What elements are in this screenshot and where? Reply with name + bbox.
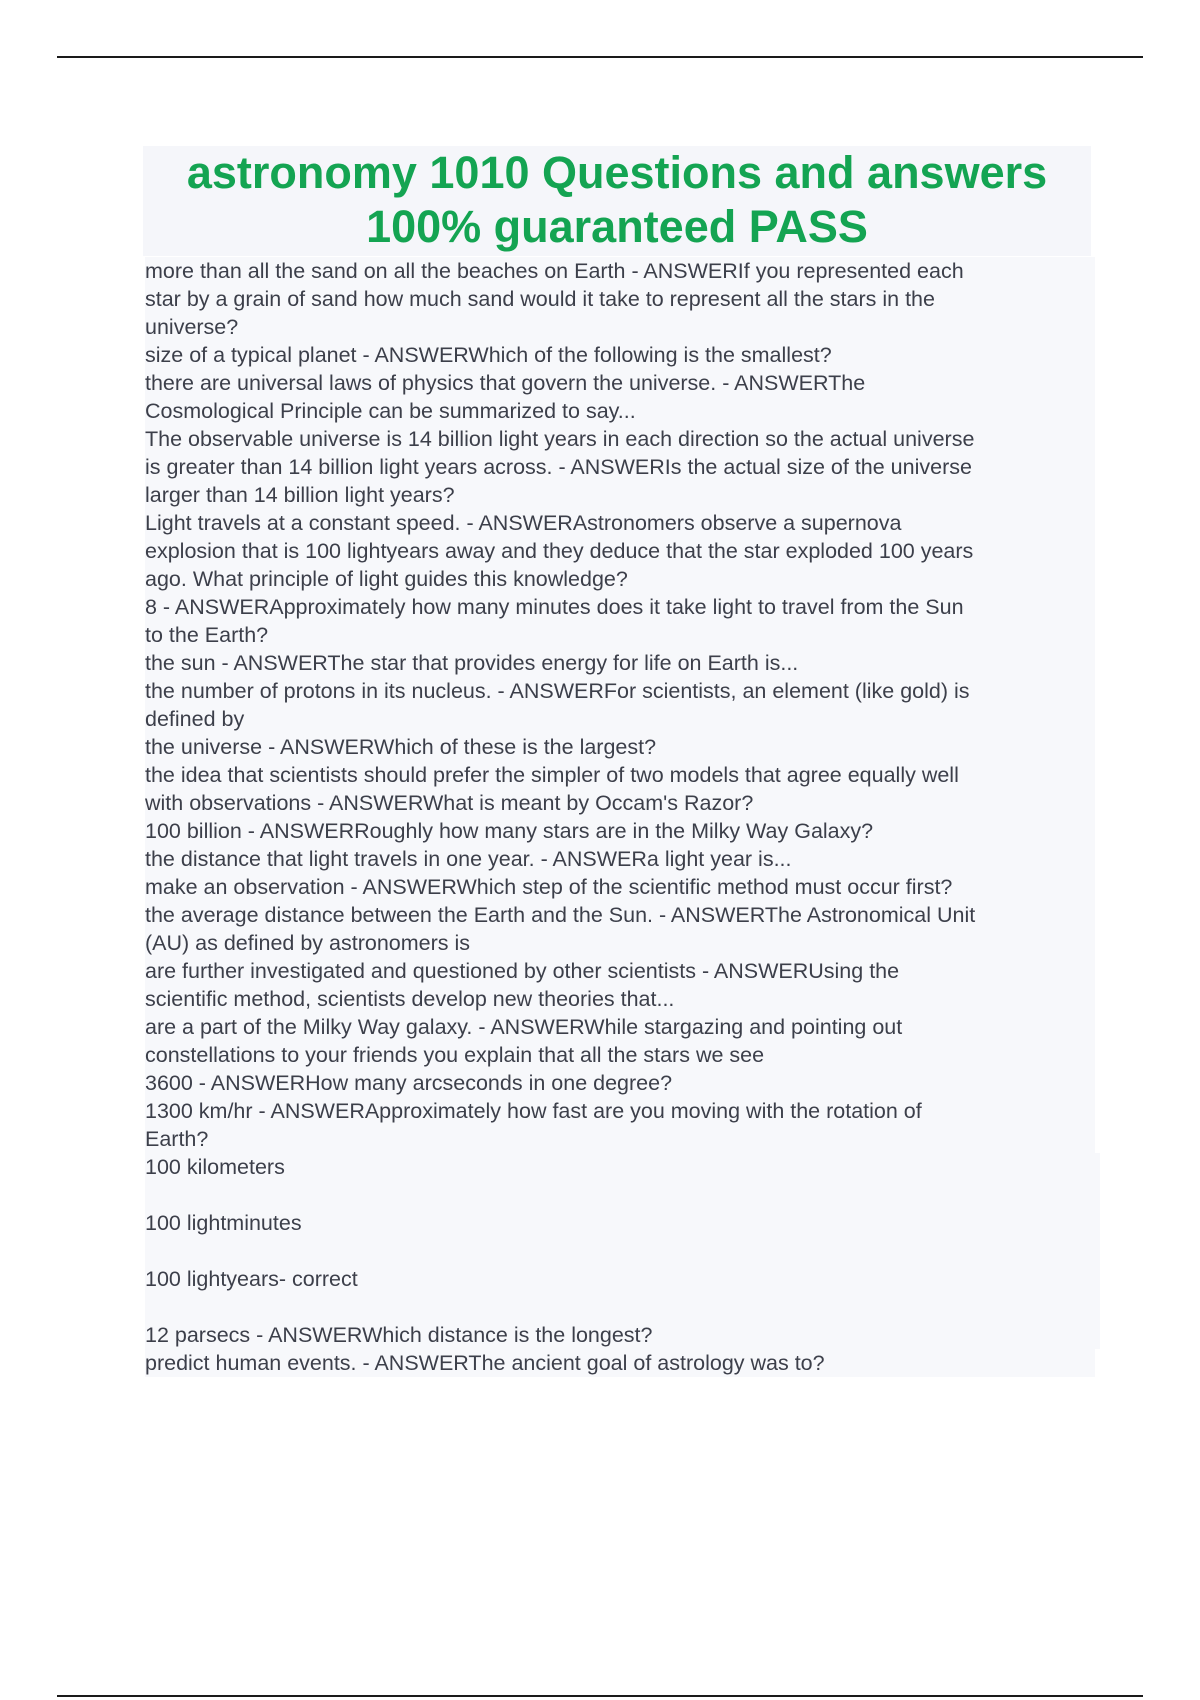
qa-line: make an observation - ANSWERWhich step of the scientific method must occur first?	[145, 873, 1095, 901]
qa-line: 1300 km/hr - ANSWERApproximately how fast are you moving with the rotation of	[145, 1097, 1095, 1125]
qa-line: the distance that light travels in one year. - ANSWERa light year is...	[145, 845, 1095, 873]
qa-line: the idea that scientists should prefer the simpler of two models that agree equally well	[145, 761, 1095, 789]
answer-options	[145, 1153, 1100, 1349]
qa-line: to the Earth?	[145, 621, 1095, 649]
qa-line: there are universal laws of physics that govern the universe. - ANSWERThe	[145, 369, 1095, 397]
title-line-1: astronomy 1010 Questions and answers	[186, 147, 1048, 198]
qa-line: are a part of the Milky Way galaxy. - ANSWERWhile stargazing and pointing out	[145, 1013, 1095, 1041]
qa-line: The observable universe is 14 billion light years in each direction so the actual universe	[145, 425, 1095, 453]
blank-line	[145, 1181, 1100, 1209]
title-line-2: 100% guaranteed PASS	[366, 201, 868, 252]
qa-line: Cosmological Principle can be summarized to say...	[145, 397, 1095, 425]
qa-line: the number of protons in its nucleus. - ANSWERFor scientists, an element (like gold) is	[145, 677, 1095, 705]
qa-line: larger than 14 billion light years?	[145, 481, 1095, 509]
qa-line: ago. What principle of light guides this knowledge?	[145, 565, 1095, 593]
qa-line: with observations - ANSWERWhat is meant by Occam's Razor?	[145, 789, 1095, 817]
qa-line: the average distance between the Earth and the Sun. - ANSWERThe Astronomical Unit	[145, 901, 1095, 929]
qa-line: 3600 - ANSWERHow many arcseconds in one degree?	[145, 1069, 1095, 1097]
qa-line: explosion that is 100 lightyears away and they deduce that the star exploded 100 years	[145, 537, 1095, 565]
qa-line: more than all the sand on all the beaches on Earth - ANSWERIf you represented each	[145, 257, 1095, 285]
qa-line: 100 billion - ANSWERRoughly how many stars are in the Milky Way Galaxy?	[145, 817, 1095, 845]
blank-line	[145, 1237, 1100, 1265]
option-line: 12 parsecs - ANSWERWhich distance is the longest?	[145, 1323, 653, 1347]
qa-line: are further investigated and questioned by other scientists - ANSWERUsing the	[145, 957, 1095, 985]
qa-line: star by a grain of sand how much sand would it take to represent all the stars in the	[145, 285, 1095, 313]
qa-line: the universe - ANSWERWhich of these is the largest?	[145, 733, 1095, 761]
qa-line: constellations to your friends you explain that all the stars we see	[145, 1041, 1095, 1069]
option-line: 100 kilometers	[145, 1155, 285, 1179]
qa-line: predict human events. - ANSWERThe ancient goal of astrology was to?	[145, 1349, 1095, 1377]
blank-line	[145, 1293, 1100, 1321]
qa-line: Light travels at a constant speed. - ANSWERAstronomers observe a supernova	[145, 509, 1095, 537]
qa-line: 8 - ANSWERApproximately how many minutes does it take light to travel from the Sun	[145, 593, 1095, 621]
header-rule	[57, 56, 1143, 58]
footer-rule	[57, 1695, 1143, 1697]
qa-line: defined by	[145, 705, 1095, 733]
qa-list	[145, 257, 1095, 1377]
qa-line: Earth?	[145, 1125, 1095, 1153]
document-title	[143, 146, 1091, 256]
qa-line: universe?	[145, 313, 1095, 341]
qa-line: the sun - ANSWERThe star that provides energy for life on Earth is...	[145, 649, 1095, 677]
qa-line: is greater than 14 billion light years across. - ANSWERIs the actual size of the universe	[145, 453, 1095, 481]
qa-line: (AU) as defined by astronomers is	[145, 929, 1095, 957]
qa-line: size of a typical planet - ANSWERWhich of the following is the smallest?	[145, 341, 1095, 369]
option-line: 100 lightminutes	[145, 1211, 302, 1235]
option-line: 100 lightyears- correct	[145, 1267, 358, 1291]
qa-line: scientific method, scientists develop new theories that...	[145, 985, 1095, 1013]
